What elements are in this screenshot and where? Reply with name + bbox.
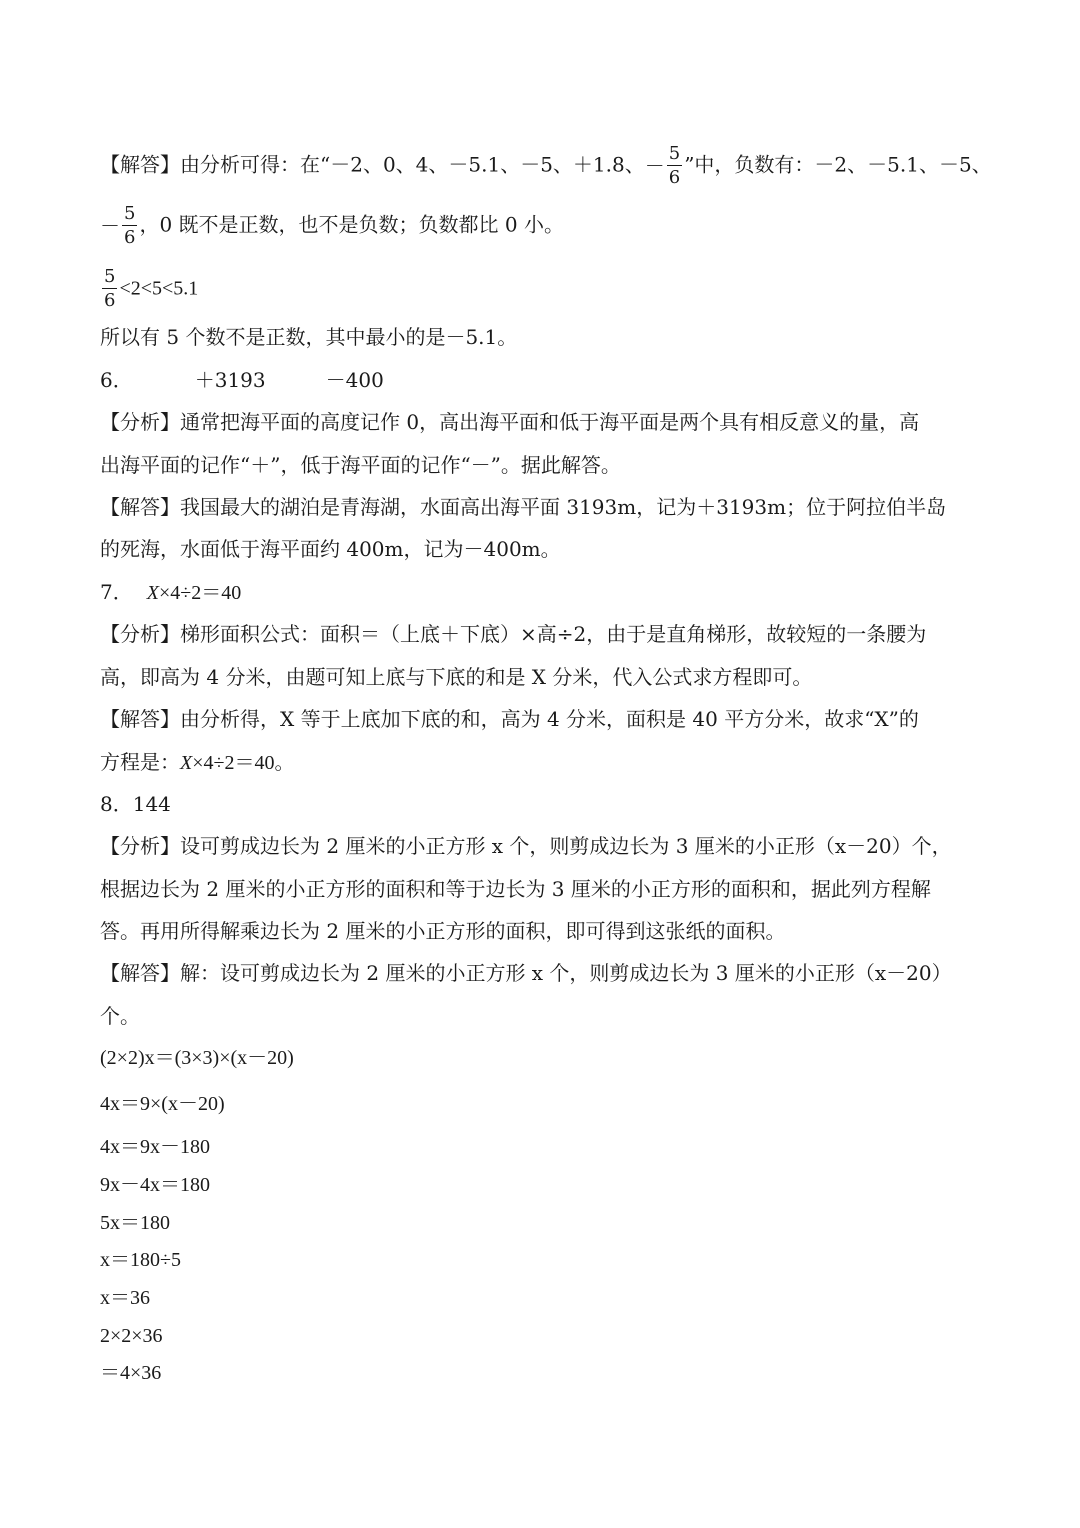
solution-7-line-1: 【解答】由分析得，X 等于上底加下底的和，高为 4 分米，面积是 40 平方分米，故求“X”的 (100, 707, 919, 731)
answer-line-1: 【解答】由分析可得：在“－2、0、4、－5.1、－5、＋1.8、－ $\frac{5}{6}$ ”中，负数有：－2、－5.1、－5、 (100, 143, 992, 188)
fraction-five-sixths: $\frac{5}{6}$ (104, 266, 116, 311)
fraction-five-sixths: $\frac{5}{6}$ (668, 143, 681, 188)
equation-step-7: x＝36 (100, 1287, 150, 1309)
equation-step-1: (2×2)x＝(3×3)×(x－20) (100, 1047, 294, 1069)
minus-sign: － (100, 214, 120, 238)
equation-step-3: 4x＝9x－180 (100, 1136, 210, 1158)
analysis-8-line-3: 答。再用所得解乘边长为 2 厘米的小正方形的面积，即可得到这张纸的面积。 (100, 919, 786, 943)
analysis-7-line-1: 【分析】梯形面积公式：面积＝（上底＋下底）×高÷2，由于是直角梯形，故较短的一条腰为 (100, 622, 927, 646)
answer-line-2: － $\frac{5}{6}$ ，0 既不是正数，也不是负数；负数都比 0 小。 (100, 203, 564, 248)
answer-line-3: $\frac{5}{6}$ <2<5<5.1 (104, 266, 199, 311)
answer-line-4: 所以有 5 个数不是正数，其中最小的是－5.1。 (100, 325, 518, 349)
equation-step-2: 4x＝9×(x－20) (100, 1093, 225, 1115)
solution-6-line-1: 【解答】我国最大的湖泊是青海湖，水面高出海平面 3193m，记为＋3193m；位于阿拉伯半岛 (100, 495, 947, 519)
analysis-8-line-2: 根据边长为 2 厘米的小正方形的面积和等于边长为 3 厘米的小正方形的面积和，据此列方程解 (100, 877, 931, 901)
equation-step-5: 5x＝180 (100, 1212, 170, 1234)
minus-sign: － (644, 154, 665, 178)
equation-step-9: ＝4×36 (100, 1362, 162, 1384)
question-7-answer: 7． X×4÷2＝40 (100, 580, 242, 604)
solution-6-line-2: 的死海，水面低于海平面约 400m，记为－400m。 (100, 537, 561, 561)
fraction-five-sixths: $\frac{5}{6}$ (124, 203, 136, 248)
question-8-answer: 8．144 (100, 792, 171, 816)
equation-step-4: 9x－4x＝180 (100, 1174, 210, 1196)
analysis-7-line-2: 高，即高为 4 分米，由题可知上底与下底的和是 X 分米，代入公式求方程即可。 (100, 665, 813, 689)
analysis-8-line-1: 【分析】设可剪成边长为 2 厘米的小正方形 x 个，则剪成边长为 3 厘米的小正形（x－20）个， (100, 834, 952, 858)
question-6-answer: 6． ＋3193 －400 (100, 368, 384, 392)
equation-step-6: x＝180÷5 (100, 1249, 181, 1271)
equation-step-8: 2×2×36 (100, 1325, 163, 1347)
solution-7-line-2: 方程是：X×4÷2＝40。 (100, 750, 295, 774)
analysis-6-line-1: 【分析】通常把海平面的高度记作 0，高出海平面和低于海平面是两个具有相反意义的量，高 (100, 410, 920, 434)
solution-8-line-2: 个。 (100, 1004, 140, 1028)
analysis-6-line-2: 出海平面的记作“＋”，低于海平面的记作“－”。据此解答。 (100, 453, 621, 477)
solution-8-line-1: 【解答】解：设可剪成边长为 2 厘米的小正方形 x 个，则剪成边长为 3 厘米的小正形（x－20） (100, 961, 952, 985)
